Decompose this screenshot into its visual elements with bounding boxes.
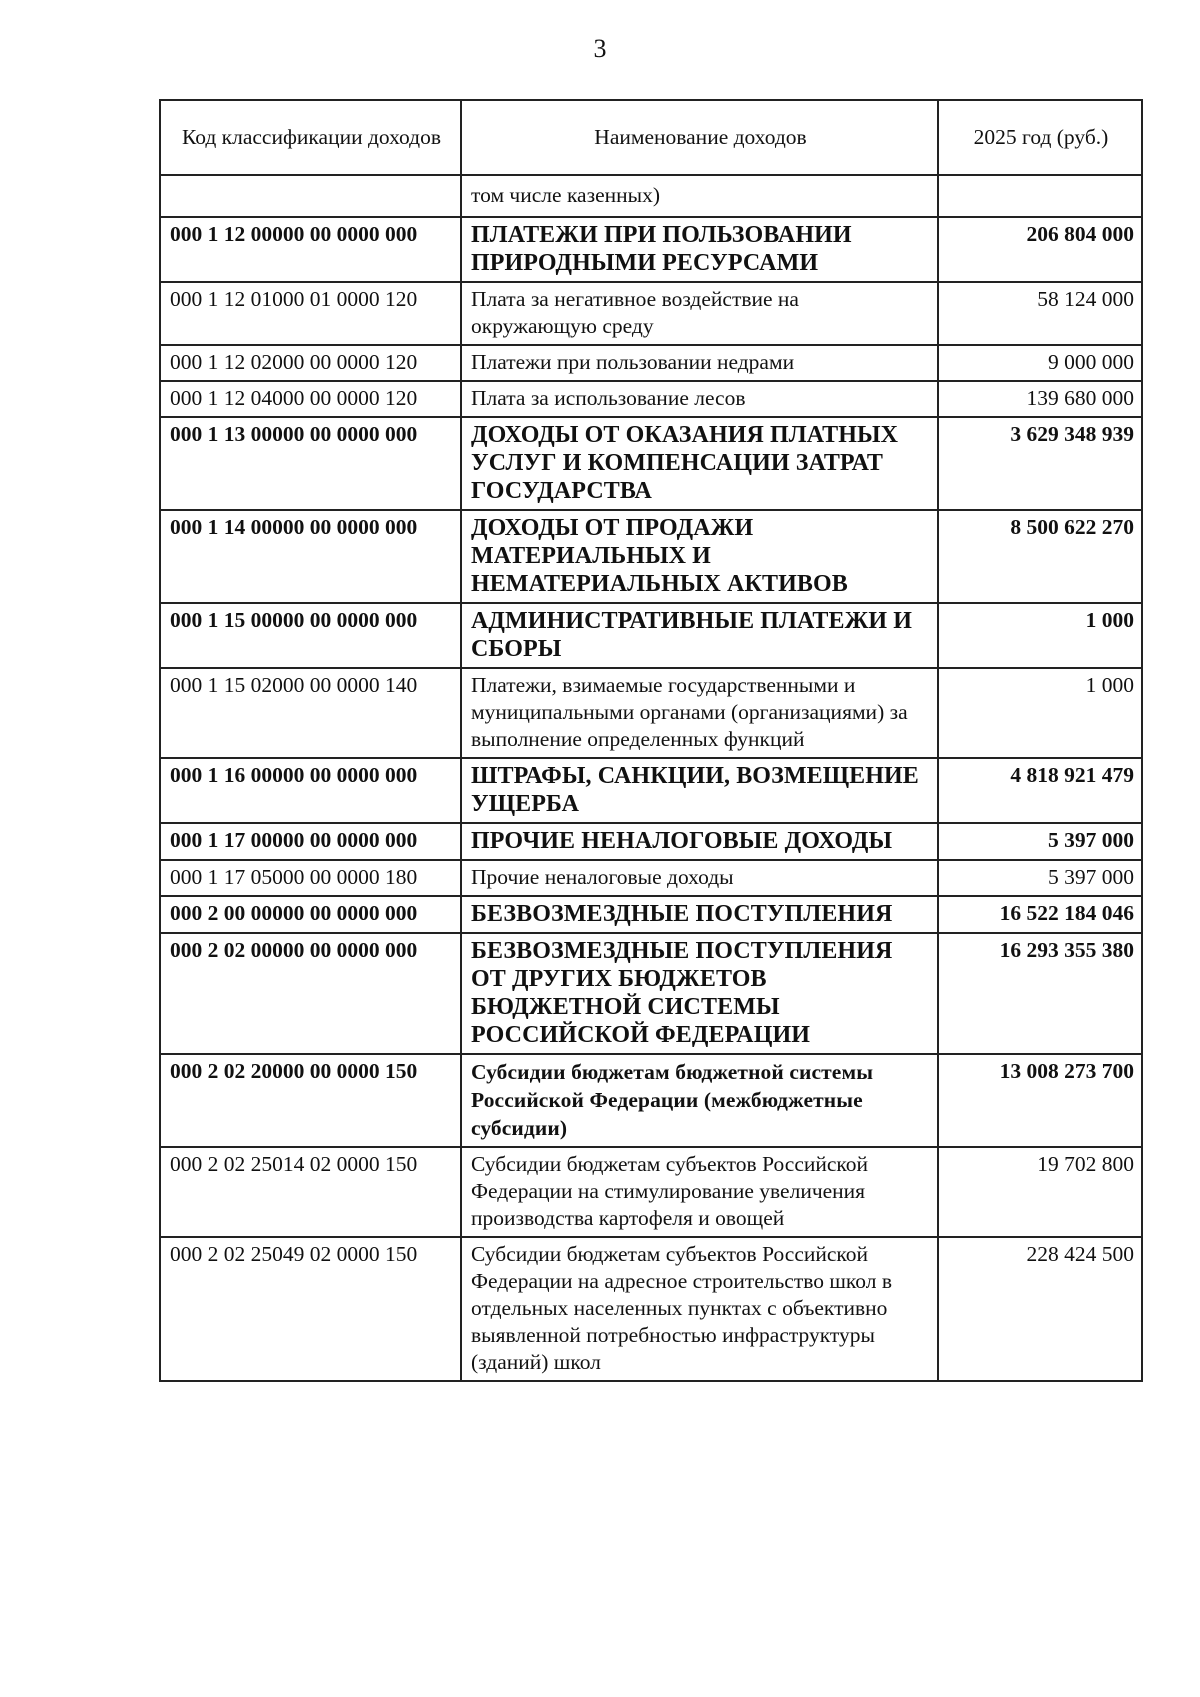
row-name: БЕЗВОЗМЕЗДНЫЕ ПОСТУПЛЕНИЯ ОТ ДРУГИХ БЮДЖЕТОВ БЮДЖЕТНОЙ СИСТЕМЫ РОССИЙСКОЙ ФЕДЕРАЦИИ (461, 933, 938, 1054)
table-row (160, 381, 1142, 417)
row-code: 000 2 02 25014 02 0000 150 (160, 1147, 461, 1237)
row-code: 000 1 12 01000 01 0000 120 (160, 282, 461, 345)
row-name: АДМИНИСТРАТИВНЫЕ ПЛАТЕЖИ И СБОРЫ (461, 603, 938, 668)
row-name: Субсидии бюджетам бюджетной системы Российской Федерации (межбюджетные субсидии) (461, 1054, 938, 1147)
table-row (160, 1147, 1142, 1237)
row-code: 000 1 16 00000 00 0000 000 (160, 758, 461, 823)
table-row (160, 175, 1142, 217)
row-name: ДОХОДЫ ОТ ПРОДАЖИ МАТЕРИАЛЬНЫХ И НЕМАТЕРИАЛЬНЫХ АКТИВОВ (461, 510, 938, 603)
row-amount: 1 000 (938, 603, 1142, 668)
table-body (160, 175, 1142, 1381)
header-amount: 2025 год (руб.) (938, 100, 1142, 175)
row-code: 000 1 17 05000 00 0000 180 (160, 860, 461, 896)
row-name: ДОХОДЫ ОТ ОКАЗАНИЯ ПЛАТНЫХ УСЛУГ И КОМПЕНСАЦИИ ЗАТРАТ ГОСУДАРСТВА (461, 417, 938, 510)
table-row (160, 758, 1142, 823)
row-amount: 206 804 000 (938, 217, 1142, 282)
row-name: Плата за негативное воздействие на окружающую среду (461, 282, 938, 345)
table-row (160, 510, 1142, 603)
row-code: 000 1 15 00000 00 0000 000 (160, 603, 461, 668)
revenue-table (159, 99, 1143, 1382)
page-number: 3 (593, 34, 607, 63)
table-row (160, 217, 1142, 282)
row-name: Субсидии бюджетам субъектов Российской Федерации на стимулирование увеличения производства картофеля и овощей (461, 1147, 938, 1237)
row-name: том числе казенных) (461, 175, 938, 217)
row-name: БЕЗВОЗМЕЗДНЫЕ ПОСТУПЛЕНИЯ (461, 896, 938, 933)
table-row (160, 345, 1142, 381)
table-row (160, 603, 1142, 668)
row-code: 000 1 17 00000 00 0000 000 (160, 823, 461, 860)
row-amount: 58 124 000 (938, 282, 1142, 345)
row-name: Плата за использование лесов (461, 381, 938, 417)
row-name: ШТРАФЫ, САНКЦИИ, ВОЗМЕЩЕНИЕ УЩЕРБА (461, 758, 938, 823)
row-name: Платежи при пользовании недрами (461, 345, 938, 381)
row-amount: 9 000 000 (938, 345, 1142, 381)
table-row (160, 860, 1142, 896)
table-header-row (160, 100, 1142, 175)
row-code (160, 175, 461, 217)
row-amount: 139 680 000 (938, 381, 1142, 417)
table-row (160, 1054, 1142, 1147)
row-code: 000 1 12 02000 00 0000 120 (160, 345, 461, 381)
row-amount: 13 008 273 700 (938, 1054, 1142, 1147)
row-amount: 5 397 000 (938, 860, 1142, 896)
row-code: 000 1 13 00000 00 0000 000 (160, 417, 461, 510)
row-code: 000 2 00 00000 00 0000 000 (160, 896, 461, 933)
table-row (160, 1237, 1142, 1381)
row-code: 000 1 12 04000 00 0000 120 (160, 381, 461, 417)
row-amount: 5 397 000 (938, 823, 1142, 860)
row-amount: 228 424 500 (938, 1237, 1142, 1381)
row-name: ПЛАТЕЖИ ПРИ ПОЛЬЗОВАНИИ ПРИРОДНЫМИ РЕСУРСАМИ (461, 217, 938, 282)
table-row (160, 896, 1142, 933)
row-amount: 16 293 355 380 (938, 933, 1142, 1054)
row-name: Субсидии бюджетам субъектов Российской Федерации на адресное строительство школ в отдельных населенных пунктах с объективно выявленной потребностью инфраструктуры (зданий) школ (461, 1237, 938, 1381)
row-code: 000 1 12 00000 00 0000 000 (160, 217, 461, 282)
row-amount: 4 818 921 479 (938, 758, 1142, 823)
row-code: 000 2 02 25049 02 0000 150 (160, 1237, 461, 1381)
header-name: Наименование доходов (461, 100, 938, 175)
table-row (160, 282, 1142, 345)
row-amount: 8 500 622 270 (938, 510, 1142, 603)
row-code: 000 2 02 20000 00 0000 150 (160, 1054, 461, 1147)
table-row (160, 933, 1142, 1054)
row-amount: 19 702 800 (938, 1147, 1142, 1237)
row-name: ПРОЧИЕ НЕНАЛОГОВЫЕ ДОХОДЫ (461, 823, 938, 860)
row-code: 000 1 14 00000 00 0000 000 (160, 510, 461, 603)
row-amount: 3 629 348 939 (938, 417, 1142, 510)
row-amount: 1 000 (938, 668, 1142, 758)
row-name: Платежи, взимаемые государственными и муниципальными органами (организациями) за выполнение определенных функций (461, 668, 938, 758)
table-row (160, 417, 1142, 510)
row-name: Прочие неналоговые доходы (461, 860, 938, 896)
table-row (160, 668, 1142, 758)
header-code: Код классификации доходов (160, 100, 461, 175)
row-amount: 16 522 184 046 (938, 896, 1142, 933)
row-code: 000 2 02 00000 00 0000 000 (160, 933, 461, 1054)
row-code: 000 1 15 02000 00 0000 140 (160, 668, 461, 758)
table-row (160, 823, 1142, 860)
row-amount (938, 175, 1142, 217)
